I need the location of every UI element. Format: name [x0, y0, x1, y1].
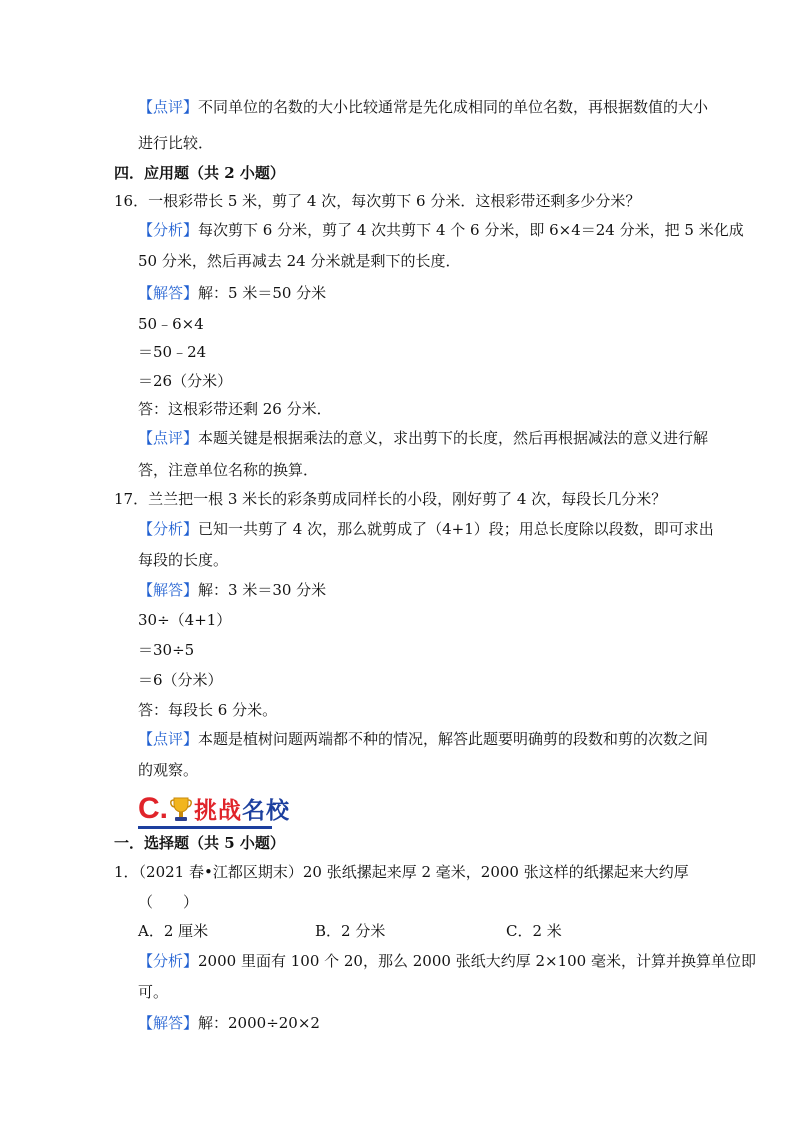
- review-line: 【点评】本题是植树问题两端都不种的情况，解答此题要明确剪的段数和剪的次数之间: [138, 730, 709, 748]
- calc-step: ＝30÷5: [138, 641, 195, 659]
- review-tag: 【点评】: [138, 98, 199, 116]
- question-16: 16．一根彩带长 5 米，剪了 4 次，每次剪下 6 分米．这根彩带还剩多少分米？: [114, 192, 641, 210]
- answer-line: 【解答】解：3 米＝30 分米: [138, 581, 327, 599]
- section-banner: [138, 786, 290, 826]
- review-line-continued: 进行比较．: [138, 134, 214, 152]
- trophy-icon: [170, 794, 192, 824]
- review-line-continued: 答，注意单位名称的换算．: [138, 461, 319, 479]
- banner-text-blue: 名校: [242, 798, 290, 824]
- calc-step: 50﹣6×4: [138, 315, 204, 333]
- analysis-tag: 【分析】: [138, 520, 199, 538]
- analysis-line-continued: 可。: [138, 983, 169, 1001]
- analysis-tag: 【分析】: [138, 221, 199, 239]
- analysis-line: 【分析】每次剪下 6 分米，剪了 4 次共剪下 4 个 6 分米，即 6×4＝24 分米，把 5 米化成: [138, 221, 744, 239]
- final-answer: 答：这根彩带还剩 26 分米．: [138, 400, 332, 418]
- answer-blank: （ ）: [138, 893, 199, 911]
- calc-step: ＝26（分米）: [138, 372, 233, 390]
- banner-text-red: 挑战: [194, 798, 242, 824]
- final-answer: 答：每段长 6 分米。: [138, 701, 278, 719]
- review-line-continued: 的观察。: [138, 761, 199, 779]
- section-heading: 四．应用题（共 2 小题）: [114, 164, 285, 182]
- review-tag: 【点评】: [138, 429, 199, 447]
- answer-tag: 【解答】: [138, 1014, 199, 1032]
- question-1: 1．（2021 春•江都区期末）20 张纸摞起来厚 2 毫米，2000 张这样的纸摞起来大约厚: [114, 863, 689, 881]
- calc-step: 30÷（4+1）: [138, 611, 232, 629]
- option-b: B．2 分米: [315, 922, 386, 940]
- review-line: 【点评】不同单位的名数的大小比较通常是先化成相同的单位名数，再根据数值的大小: [138, 98, 709, 116]
- answer-line: 【解答】解：5 米＝50 分米: [138, 284, 327, 302]
- analysis-line: 【分析】2000 里面有 100 个 20，那么 2000 张纸大约厚 2×100 毫米，计算并换算单位即: [138, 952, 756, 970]
- calc-step: ＝50﹣24: [138, 343, 207, 361]
- analysis-tag: 【分析】: [138, 952, 199, 970]
- answer-line: 【解答】解：2000÷20×2: [138, 1014, 320, 1032]
- analysis-line-continued: 50 分米，然后再减去 24 分米就是剩下的长度．: [138, 252, 461, 270]
- review-line: 【点评】本题关键是根据乘法的意义，求出剪下的长度，然后再根据减法的意义进行解: [138, 429, 709, 447]
- option-c: C．2 米: [506, 922, 562, 940]
- analysis-line: 【分析】已知一共剪了 4 次，那么就剪成了（4+1）段；用总长度除以段数，即可求出: [138, 520, 714, 538]
- calc-step: ＝6（分米）: [138, 671, 223, 689]
- section-heading: 一．选择题（共 5 小题）: [114, 834, 285, 852]
- option-a: A．2 厘米: [138, 922, 209, 940]
- analysis-line-continued: 每段的长度。: [138, 551, 229, 569]
- review-tag: 【点评】: [138, 730, 199, 748]
- answer-tag: 【解答】: [138, 284, 199, 302]
- banner-letter: C.: [138, 792, 168, 825]
- banner-underline: [138, 826, 272, 829]
- answer-tag: 【解答】: [138, 581, 199, 599]
- question-17: 17．兰兰把一根 3 米长的彩条剪成同样长的小段，刚好剪了 4 次，每段长几分米？: [114, 490, 667, 508]
